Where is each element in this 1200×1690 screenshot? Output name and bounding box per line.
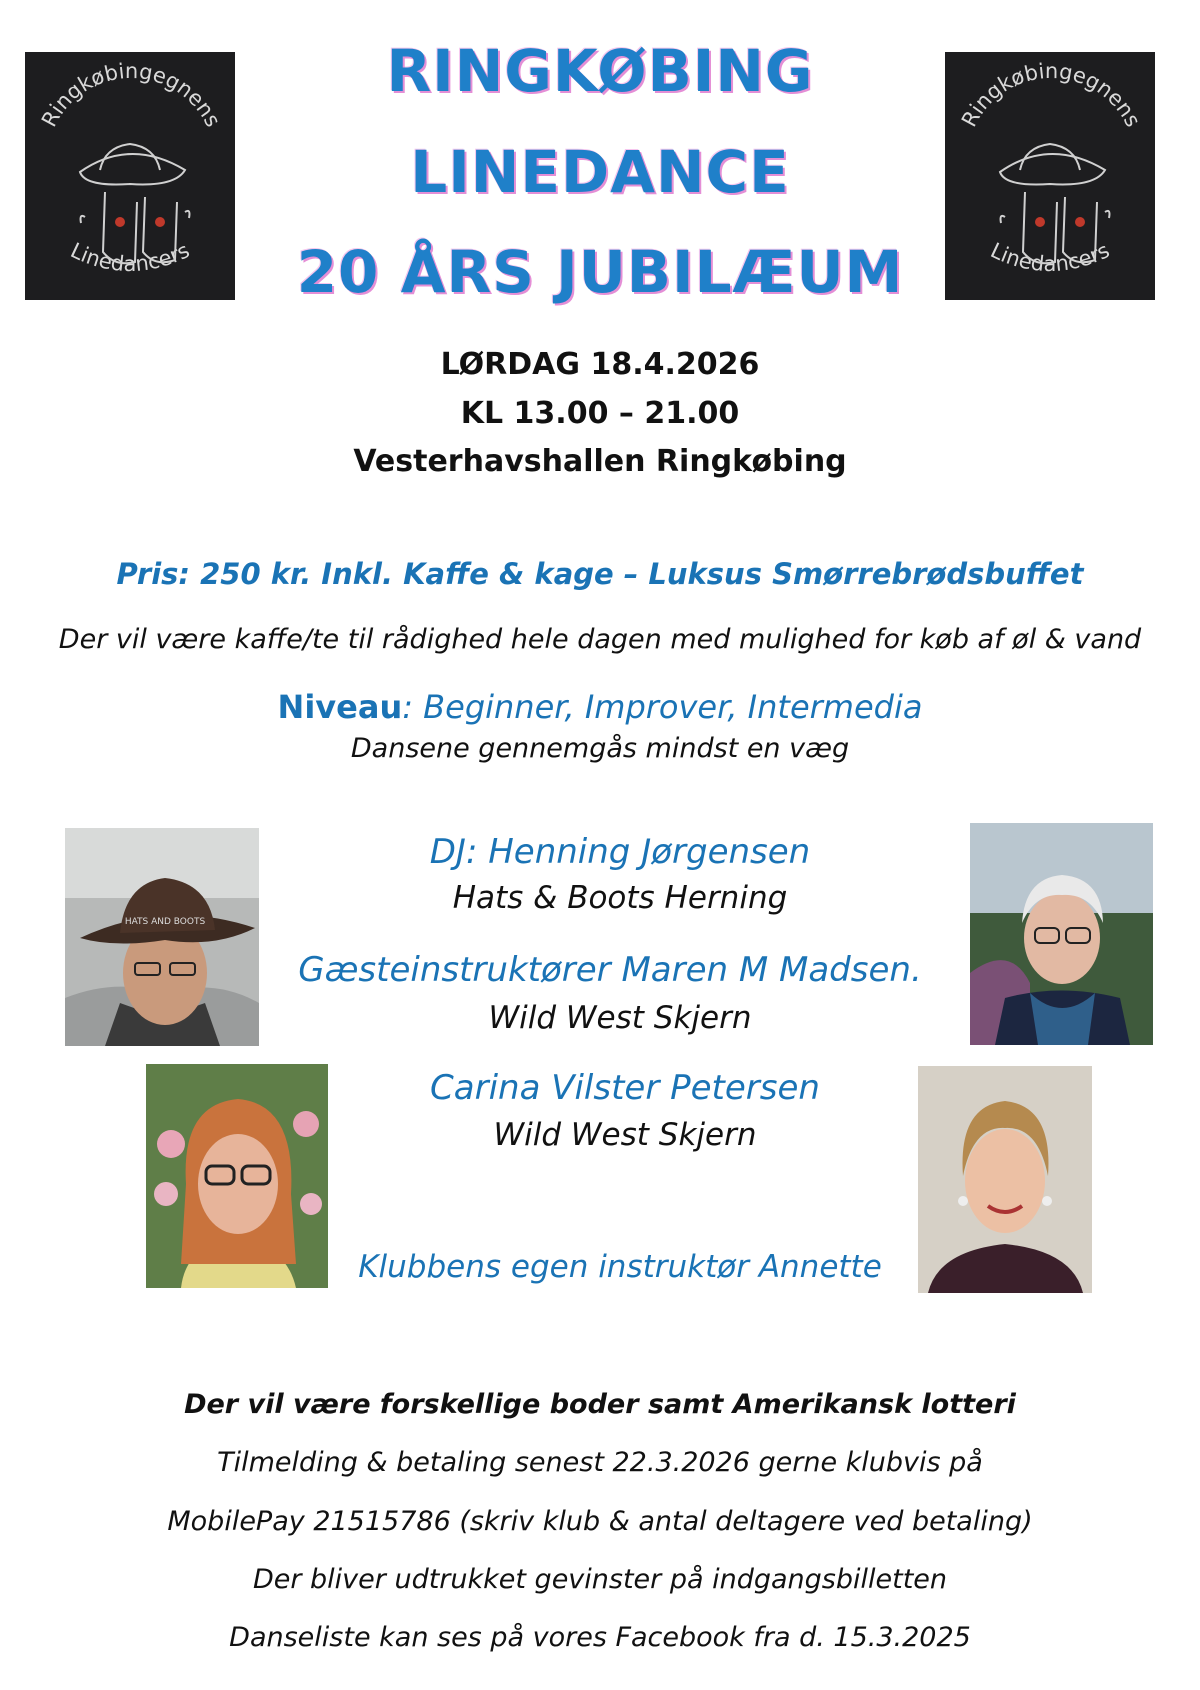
instructor-1-name: DJ: Henning Jørgensen (429, 832, 811, 872)
level-line (200, 688, 1000, 726)
title-line-1: RINGKØBING (386, 37, 814, 105)
drinks-note: Der vil være kaffe/te til rådighed hele dagen med mulighed for køb af øl & vand (58, 624, 1142, 655)
logo-top-text: Ringkøbingegnens (956, 58, 1146, 131)
signup-line: Tilmelding & betaling senest 22.3.2026 gerne klubvis på (217, 1447, 983, 1478)
instructor-1-club: Hats & Boots Herning (452, 880, 788, 916)
title-line-2: LINEDANCE (410, 138, 790, 206)
event-venue: Vesterhavshallen Ringkøbing (353, 444, 847, 479)
club-logo-left (25, 52, 235, 300)
price-line: Pris: 250 kr. Inkl. Kaffe & kage – Luksus Smørrebrødsbuffet (116, 557, 1084, 591)
instructor-2-club: Wild West Skjern (488, 1000, 752, 1036)
photo-henning (65, 828, 259, 1046)
booths-line: Der vil være forskellige boder samt Amerikansk lotteri (184, 1389, 1016, 1420)
logo-bottom-text: Linedancers (66, 238, 194, 277)
photo-carina (146, 1064, 328, 1288)
level-values: : Beginner, Improver, Intermedia (402, 688, 923, 726)
instructor-4-name: Klubbens egen instruktør Annette (358, 1249, 882, 1285)
hat-text: HATS AND BOOTS (124, 917, 206, 927)
prizes-line: Der bliver udtrukket gevinster på indgangsbilletten (252, 1564, 948, 1595)
level-label: Niveau (277, 688, 403, 726)
logo-top-text: Ringkøbingegnens (36, 58, 226, 131)
photo-maren (970, 823, 1153, 1045)
mobilepay-line: MobilePay 21515786 (skriv klub & antal deltagere ved betaling) (167, 1506, 1033, 1537)
danceliste-line: Danseliste kan ses på vores Facebook fra d. 15.3.2025 (229, 1622, 971, 1653)
club-logo-right (945, 52, 1155, 300)
level-note: Dansene gennemgås mindst en væg (350, 733, 850, 764)
instructor-2-name: Gæsteinstruktører Maren M Madsen. (298, 950, 922, 990)
instructor-3-club: Wild West Skjern (493, 1117, 757, 1153)
instructor-3-name: Carina Vilster Petersen (430, 1068, 820, 1108)
logo-bottom-text: Linedancers (986, 238, 1114, 277)
svg-text:Ringkøbingegnens (37, 59, 225, 131)
svg-text:Ringkøbingegnens (957, 59, 1145, 131)
photo-annette (918, 1066, 1092, 1293)
title-line-3: 20 ÅRS JUBILÆUM (296, 238, 904, 306)
event-date: LØRDAG 18.4.2026 (440, 347, 760, 382)
event-time: KL 13.00 – 21.00 (460, 396, 740, 431)
